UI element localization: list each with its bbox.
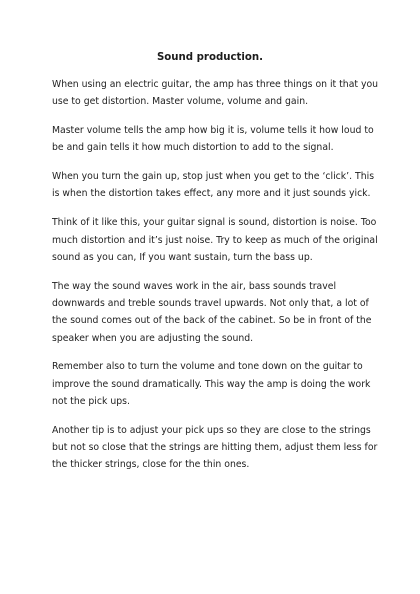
paragraph-gain-click: When you turn the gain up, stop just when you get to the ‘click’. This is when the distortion takes effect, any more and it just sounds yick. (52, 171, 375, 200)
paragraph-amp-controls: When using an electric guitar, the amp has three things on it that you use to get distortion. Master volume, volume and gain. (52, 79, 379, 108)
paragraph-pickup-tip: Another tip is to adjust your pick ups so they are close to the strings but not so close that the strings are hitting them, adjust them less for the thicker strings, close for the thin ones. (52, 424, 378, 471)
paragraph-sound-waves: The way the sound waves work in the air, bass sounds travel downwards and treble sounds travel upwards. Not only that, a lot of the sound comes out of the back of the cabinet. So be in front of the speaker when you are adjusting the sound. (52, 280, 372, 344)
document-body (52, 76, 382, 485)
paragraph-signal-noise: Think of it like this, your guitar signal is sound, distortion is noise. Too much distortion and it’s just noise. Try to keep as much of the original sound as you can, If you want sustain, turn the bass up. (52, 217, 378, 263)
document-title: Sound production. (156, 52, 264, 63)
paragraph-guitar-volume: Remember also to turn the volume and tone down on the guitar to improve the sound dramatically. This way the amp is doing the work not the pick ups. (52, 361, 371, 407)
paragraph-control-meanings: Master volume tells the amp how big it is, volume tells it how loud to be and gain tells it how much distortion to add to the signal. (52, 125, 374, 154)
